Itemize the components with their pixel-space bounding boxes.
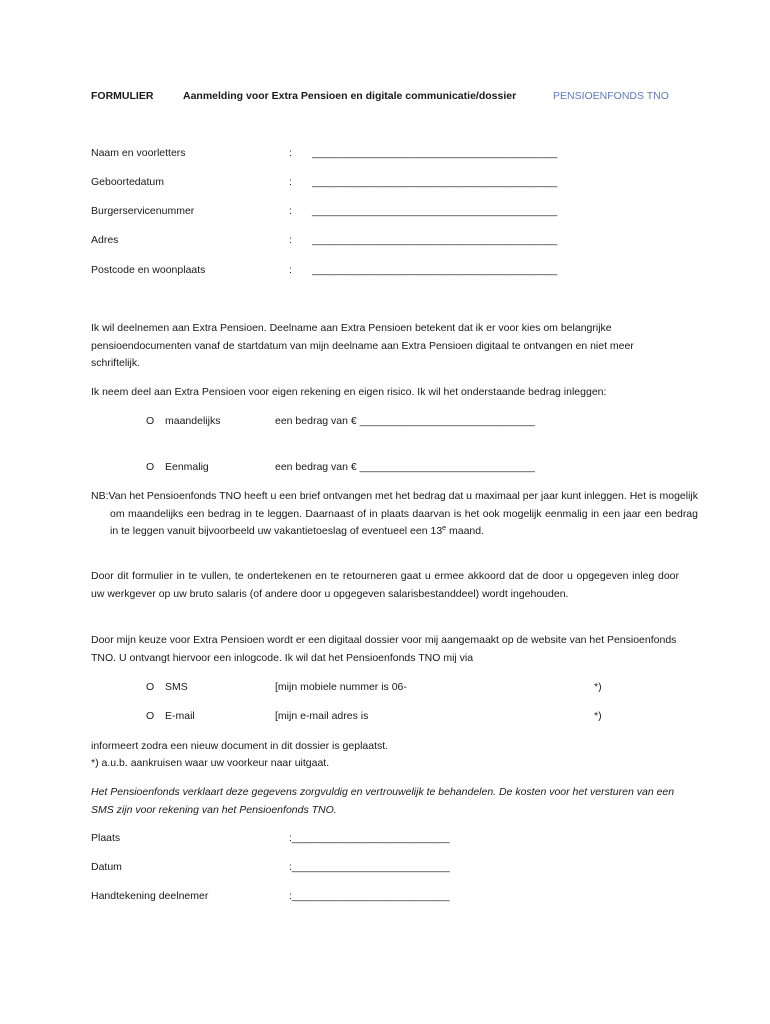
nb-superscript: e — [442, 525, 447, 532]
signature-label: Handtekening deelnemer — [91, 890, 209, 902]
date-label: Datum — [91, 861, 122, 873]
sms-number-field[interactable]: [mijn mobiele nummer is 06- — [275, 681, 407, 693]
date-input-line[interactable]: :___________________________ — [289, 861, 450, 873]
bsn-input-line[interactable]: __________________________________________ — [312, 205, 558, 217]
sms-radio[interactable]: O — [146, 681, 155, 693]
once-radio[interactable]: O — [146, 461, 155, 473]
privacy-statement: Het Pensioenfonds verklaart deze gegevens zorgvuldig en vertrouwelijk te behandelen. De kosten voor het versturen van een SMS zijn voor rekening van het Pensioenfonds TNO. — [91, 786, 675, 816]
footnote-line: *) a.u.b. aankruisen waar uw voorkeur naar uitgaat. — [91, 757, 330, 769]
place-label: Plaats — [91, 832, 121, 844]
email-address-field[interactable]: [mijn e-mail adres is — [275, 710, 369, 722]
monthly-amount-line[interactable]: een bedrag van € ______________________________ — [275, 415, 535, 427]
sms-label: SMS — [165, 681, 188, 693]
participate-paragraph: Ik neem deel aan Extra Pensioen voor eigen rekening en eigen risico. Ik wil het onderstaande bedrag inleggen: — [91, 386, 607, 398]
nb-text: NB:Van het Pensioenfonds TNO heeft u een brief ontvangen met het bedrag dat u maximaal per jaar kunt inleggen. Het is mogelijk om maandelijks een bedrag in te leggen. Daarnaast of in plaats daarvan is het ook mogelijk eenmalig in een jaar een bedrag in te leggen vanuit bijvoorbeeld uw vakantietoeslag of eventueel een 13 — [91, 490, 698, 537]
field-colon: : — [289, 147, 292, 159]
brand-name: PENSIOENFONDS TNO — [553, 90, 669, 102]
monthly-radio[interactable]: O — [146, 415, 155, 427]
form-label: FORMULIER — [91, 90, 154, 102]
consent-paragraph: Door dit formulier in te vullen, te ondertekenen en te retourneren gaat u ermee akkoord dat de door u opgegeven inleg door uw werkgever op uw bruto salaris (of andere door u opgegeven salarisbestanddeel) wordt ingehouden. — [91, 570, 679, 600]
place-input-line[interactable]: :___________________________ — [289, 832, 450, 844]
field-label-bsn: Burgerservicenummer — [91, 205, 195, 217]
field-colon: : — [289, 264, 292, 276]
once-label: Eenmalig — [165, 461, 209, 473]
field-colon: : — [289, 176, 292, 188]
address-input-line[interactable]: __________________________________________ — [312, 234, 558, 246]
email-label: E-mail — [165, 710, 195, 722]
sms-footnote-mark: *) — [594, 681, 602, 693]
intro-paragraph: Ik wil deelnemen aan Extra Pensioen. Deelname aan Extra Pensioen betekent dat ik er voor kies om belangrijke pensioendocumenten vanaf de startdatum van mijn deelname aan Extra Pensioen digitaal te ontvangen en niet meer schriftelijk. — [91, 322, 634, 369]
field-label-address: Adres — [91, 234, 119, 246]
field-label-name: Naam en voorletters — [91, 147, 186, 159]
email-footnote-mark: *) — [594, 710, 602, 722]
birthdate-input-line[interactable]: __________________________________________ — [312, 176, 558, 188]
signature-input-line[interactable]: :___________________________ — [289, 890, 450, 902]
field-label-postcode: Postcode en woonplaats — [91, 264, 206, 276]
dossier-paragraph: Door mijn keuze voor Extra Pensioen wordt er een digitaal dossier voor mij aangemaakt op de website van het Pensioenfonds TNO. U ontvangt hiervoor een inlogcode. Ik wil dat het Pensioenfonds TNO mij via — [91, 634, 677, 664]
monthly-label: maandelijks — [165, 415, 221, 427]
nb-tail: maand. — [446, 525, 485, 537]
field-colon: : — [289, 234, 292, 246]
notify-line: informeert zodra een nieuw document in dit dossier is geplaatst. — [91, 740, 389, 752]
name-input-line[interactable]: __________________________________________ — [312, 147, 558, 159]
form-title: Aanmelding voor Extra Pensioen en digitale communicatie/dossier — [183, 90, 517, 102]
once-amount-line[interactable]: een bedrag van € ______________________________ — [275, 461, 535, 473]
nb-paragraph — [91, 488, 698, 541]
postcode-input-line[interactable]: __________________________________________ — [312, 264, 558, 276]
field-colon: : — [289, 205, 292, 217]
field-label-birthdate: Geboortedatum — [91, 176, 164, 188]
email-radio[interactable]: O — [146, 710, 155, 722]
